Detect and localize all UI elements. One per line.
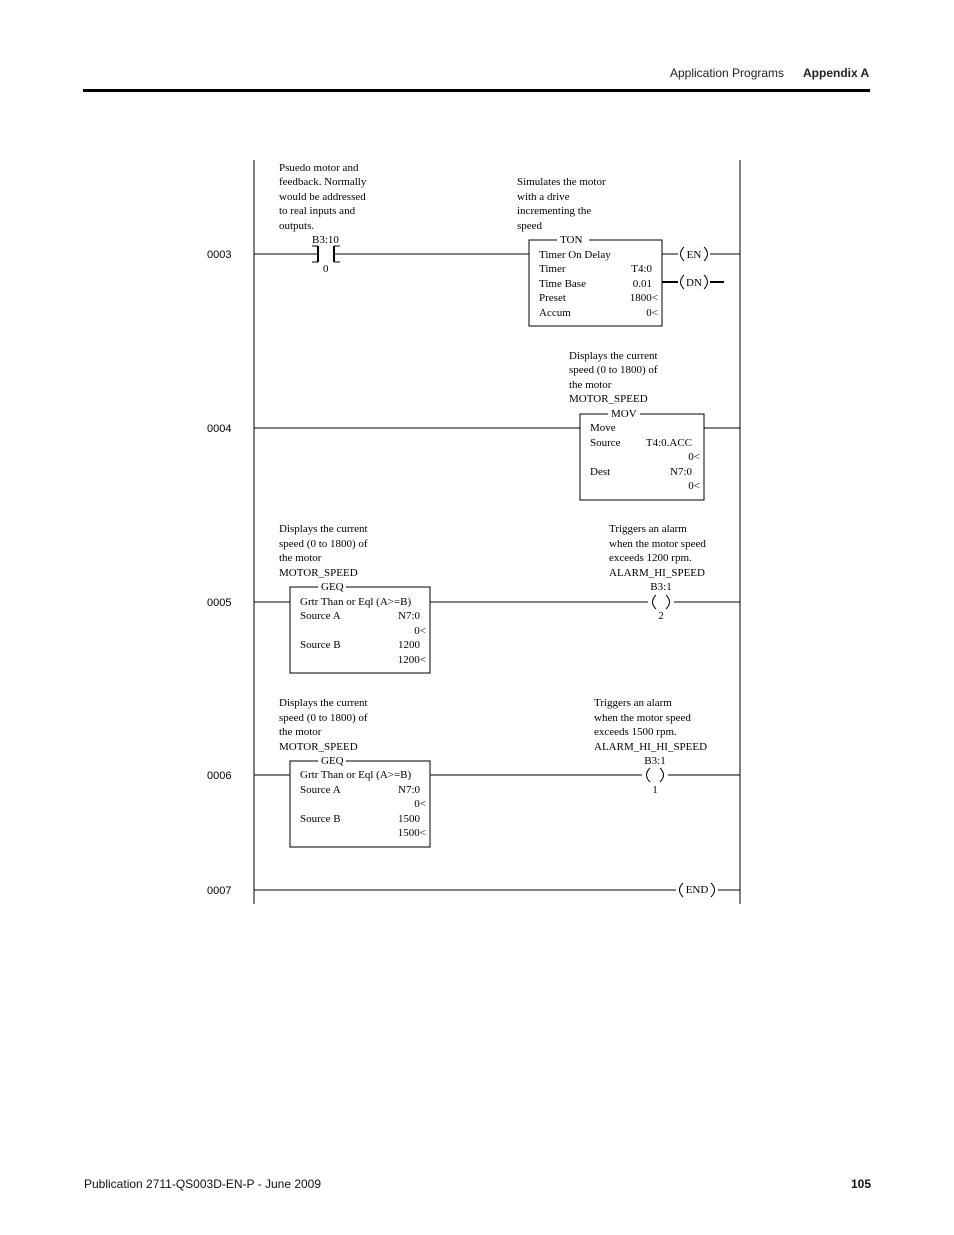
rung4-comment-line: the motor [569, 379, 612, 391]
rung5-comment1-line: MOTOR_SPEED [279, 567, 358, 579]
rung6-comment2-line: when the motor speed [594, 712, 691, 724]
mov-row-label: Dest [590, 466, 611, 478]
rung3-comment2-line: with a drive [517, 191, 570, 203]
rung-number-0003: 0003 [207, 249, 232, 261]
geq1-row-value: 1200 [398, 639, 420, 651]
mov-type: MOV [611, 408, 637, 420]
ton-row-value: 1800< [629, 292, 658, 304]
coil-en-label: EN [686, 249, 702, 261]
rung6-comment2-line: ALARM_HI_HI_SPEED [594, 741, 708, 753]
header-section: Application Programs [670, 66, 785, 80]
rung3-comment1-line: feedback. Normally [279, 176, 367, 188]
coil-address: B3:1 [644, 755, 666, 767]
rung5-comment2-line: Triggers an alarm [609, 523, 687, 535]
rung6-comment2-line: exceeds 1500 rpm. [594, 726, 677, 738]
rung4-comment-line: Displays the current [569, 350, 658, 362]
rung6-comment1-line: speed (0 to 1800) of [279, 712, 368, 724]
rung-number-0007: 0007 [207, 885, 232, 897]
rung-number-0005: 0005 [207, 597, 232, 609]
mov-row-value: N7:0 [670, 466, 692, 478]
geq2-row-value: 1500< [397, 827, 426, 839]
geq2-row-value: 0< [414, 798, 426, 810]
geq1-row-label: Source A [300, 610, 341, 622]
end-instruction: END [685, 884, 709, 896]
rung5-comment2-line: exceeds 1200 rpm. [609, 552, 692, 564]
ton-row-value: T4:0 [631, 263, 652, 275]
coil-address: B3:1 [650, 581, 672, 593]
rung5-comment1-line: Displays the current [279, 523, 368, 535]
coil-dn-label: DN [686, 277, 702, 289]
rung3-comment1-line: would be addressed [279, 191, 366, 203]
geq2-row-label: Source A [300, 784, 341, 796]
mov-row-value: T4:0.ACC [645, 437, 692, 449]
ton-row-value: 0< [646, 307, 658, 319]
rung-number-0006: 0006 [207, 770, 232, 782]
coil-bit: 1 [652, 784, 658, 796]
rung3-comment1-line: to real inputs and [279, 205, 356, 217]
ton-row-label: Accum [539, 307, 571, 319]
geq2-row-label: Source B [300, 813, 341, 825]
footer-publication: Publication 2711-QS003D-EN-P - June 2009 [84, 1177, 322, 1191]
ton-title: Timer On Delay [539, 249, 611, 261]
geq1-title: Grtr Than or Eql (A>=B) [300, 596, 412, 608]
rung6-comment2-line: Triggers an alarm [594, 697, 672, 709]
geq1-row-value: 0< [414, 625, 426, 637]
geq1-type: GEQ [321, 581, 344, 593]
mov-row-value: 0< [688, 480, 700, 492]
header-appendix: Appendix A [803, 66, 870, 80]
rung4-comment-line: speed (0 to 1800) of [569, 364, 658, 376]
ton-row-value: 0.01 [632, 278, 652, 290]
geq1-row-value: 1200< [397, 654, 426, 666]
rung5-comment1-line: the motor [279, 552, 322, 564]
rung3-comment2-line: incrementing the [517, 205, 592, 217]
geq1-row-value: N7:0 [398, 610, 420, 622]
rung3-comment2-line: Simulates the motor [517, 176, 606, 188]
coil-bit: 2 [658, 610, 664, 622]
rung3-comment1-line: outputs. [279, 220, 315, 232]
rung6-comment1-line: Displays the current [279, 697, 368, 709]
contact-address: B3:10 [312, 234, 339, 246]
geq2-row-value: 1500 [398, 813, 420, 825]
mov-row-label: Source [590, 437, 621, 449]
ton-type: TON [560, 234, 583, 246]
geq2-type: GEQ [321, 755, 344, 767]
rung5-comment2-line: when the motor speed [609, 538, 706, 550]
rung6-comment1-line: MOTOR_SPEED [279, 741, 358, 753]
geq2-row-value: N7:0 [398, 784, 420, 796]
rung3-comment1-line: Psuedo motor and [279, 162, 359, 174]
geq1-row-label: Source B [300, 639, 341, 651]
mov-title: Move [590, 422, 616, 434]
mov-row-value: 0< [688, 451, 700, 463]
rung3-comment2-line: speed [517, 220, 543, 232]
ton-row-label: Time Base [539, 278, 586, 290]
rung-number-0004: 0004 [207, 423, 232, 435]
ton-row-label: Preset [539, 292, 566, 304]
page-number: 105 [851, 1177, 872, 1191]
rung5-comment1-line: speed (0 to 1800) of [279, 538, 368, 550]
contact-bit: 0 [323, 263, 329, 275]
rung6-comment1-line: the motor [279, 726, 322, 738]
rung5-comment2-line: ALARM_HI_SPEED [609, 567, 705, 579]
ton-row-label: Timer [539, 263, 566, 275]
geq2-title: Grtr Than or Eql (A>=B) [300, 769, 412, 781]
rung4-comment-line: MOTOR_SPEED [569, 393, 648, 405]
